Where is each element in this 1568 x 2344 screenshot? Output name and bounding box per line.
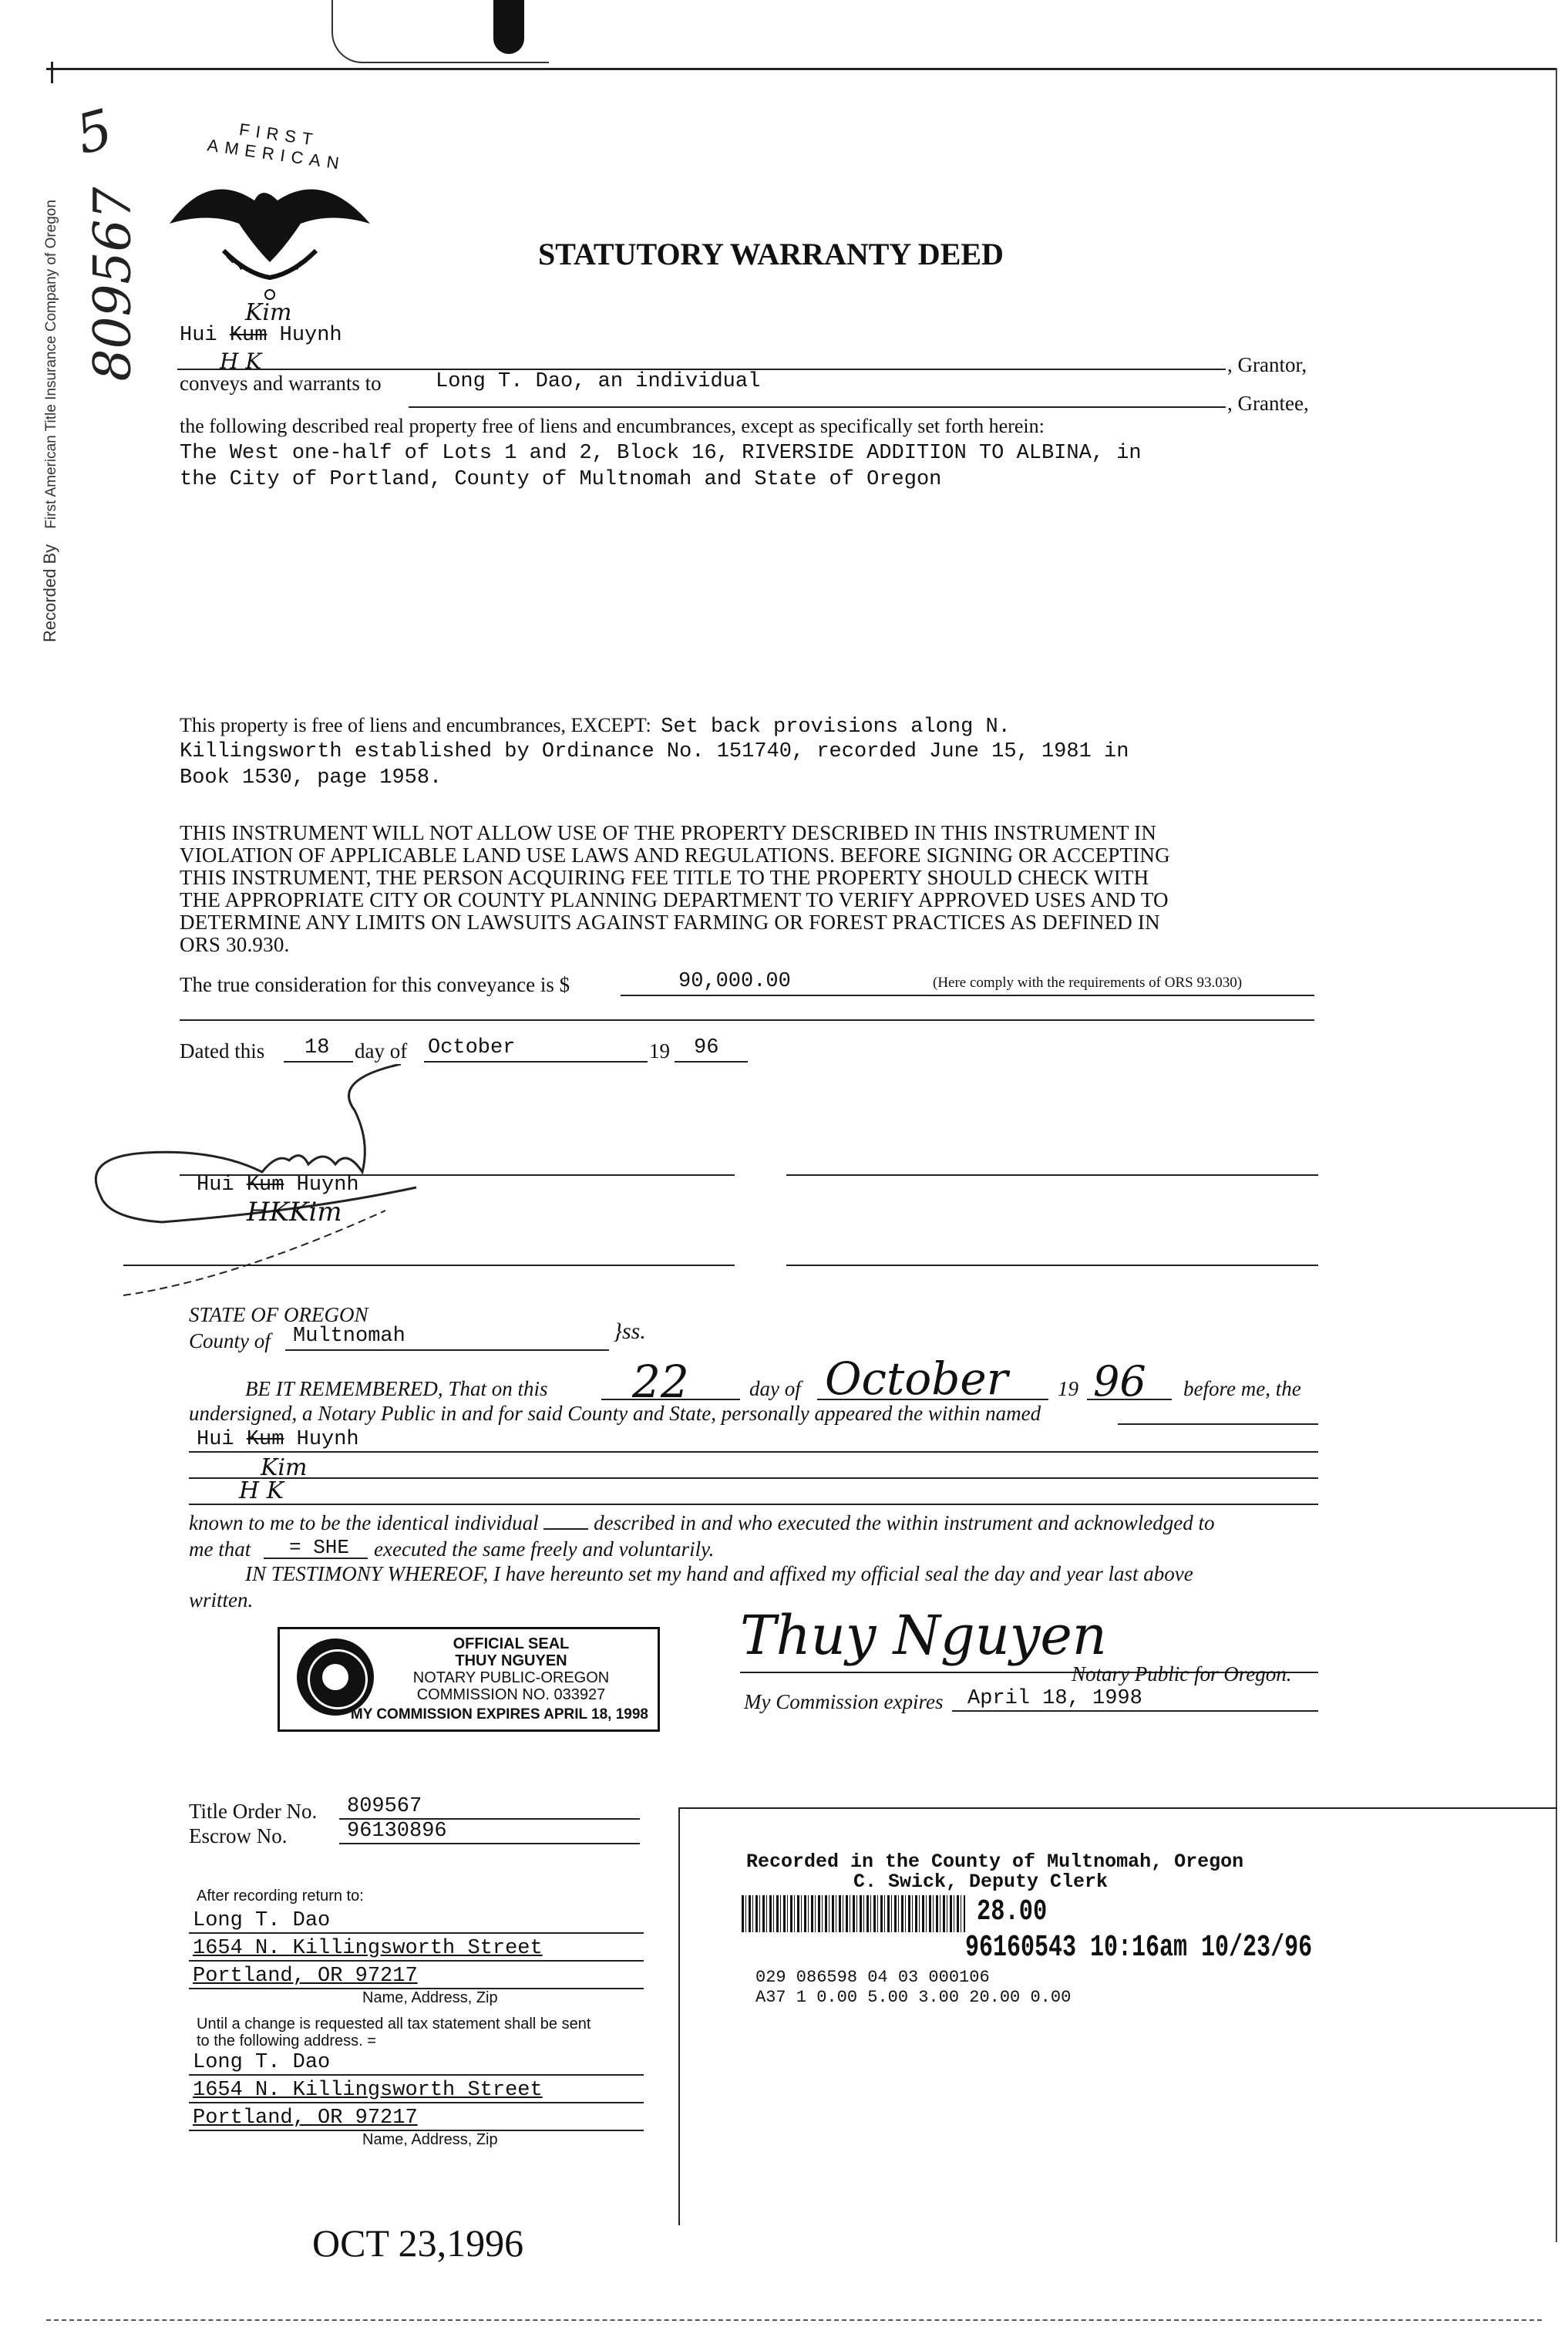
signer-last: Huynh (296, 1174, 359, 1197)
title-order-label: Title Order No. (189, 1800, 318, 1823)
margin-handwritten-number: 809567 (82, 187, 143, 382)
grantee-label: , Grantee, (1227, 392, 1309, 415)
notary-county-label: County of (189, 1329, 271, 1352)
dated-month: October (428, 1036, 516, 1059)
return-to-label: After recording return to: (197, 1888, 364, 1904)
notary-executed: executed the same freely and voluntarily. (374, 1537, 715, 1561)
notary-named-line-0 (1118, 1423, 1318, 1425)
recording-barcode (742, 1895, 965, 1932)
dated-year-line (675, 1061, 748, 1063)
margin-company: First American Title Insurance Company of Oregon (43, 200, 59, 529)
notary-known-rest: described in and who executed the within instrument and acknowledged to (594, 1511, 1215, 1534)
recording-stamp: 96160543 10:16am 10/23/96 (965, 1931, 1313, 1965)
title-order-no: 809567 (347, 1795, 422, 1818)
top-scan-curve (331, 0, 549, 63)
recording-fee: 28.00 (977, 1895, 1048, 1928)
return-to-caption: Name, Address, Zip (362, 1989, 498, 2006)
seal-line-3: NOTARY PUBLIC-OREGON (412, 1669, 610, 1686)
tax-caption: Name, Address, Zip (362, 2131, 498, 2148)
notary-known (189, 1511, 1215, 1535)
grantee-name: Long T. Dao, an individual (436, 370, 761, 393)
grantee-line (409, 406, 1226, 408)
notary-before-me: before me, the (1183, 1377, 1301, 1400)
recording-line-1: Recorded in the County of Multnomah, Oregon (746, 1851, 1244, 1873)
company-logo (146, 120, 385, 308)
return-to-line-1: Long T. Dao (193, 1909, 331, 1932)
tax-line-3: Portland, OR 97217 (193, 2107, 418, 2130)
grantor-label: , Grantor, (1227, 353, 1307, 376)
seal-line-2: THUY NGUYEN (455, 1652, 567, 1669)
warning-line-4: THE APPROPRIATE CITY OR COUNTY PLANNING DEPARTMENT TO VERIFY APPROVED USES AND TO (180, 888, 1169, 911)
grantor-handwritten-insert: Kim (245, 299, 292, 326)
legal-line-1: The West one-half of Lots 1 and 2, Block 16, RIVERSIDE ADDITION TO ALBINA, in (180, 442, 1142, 465)
notary-year-line (1087, 1399, 1172, 1400)
escrow-label: Escrow No. (189, 1824, 288, 1847)
exceptions-line-3: Book 1530, page 1958. (180, 766, 442, 790)
exceptions-line-1 (180, 714, 1011, 739)
notary-day: 22 (632, 1356, 689, 1408)
dated-prefix: Dated this (180, 1039, 265, 1063)
notary-signature: Thuy Nguyen (740, 1604, 1107, 1667)
dated-century: 19 (649, 1039, 670, 1063)
recording-code-2: A37 1 0.00 5.00 3.00 20.00 0.00 (755, 1988, 1072, 2007)
exceptions-text-1: Set back provisions along N. (661, 716, 1011, 739)
notary-county-line (285, 1349, 609, 1351)
seal-emblem-icon (297, 1638, 374, 1716)
notary-county: Multnomah (293, 1325, 405, 1348)
notary-day-line (601, 1399, 740, 1400)
page-left-mark (51, 62, 53, 83)
notary-named-first: Hui (197, 1428, 234, 1451)
notary-state: STATE OF OREGON (189, 1303, 368, 1326)
dated-day-of: day of (355, 1039, 408, 1063)
notary-pronoun-line (264, 1558, 368, 1559)
warning-line-3: THIS INSTRUMENT, THE PERSON ACQUIRING FEE TITLE TO THE PROPERTY SHOULD CHECK WITH (180, 866, 1149, 889)
notary-named-line-3 (189, 1504, 1318, 1505)
stamp-date: OCT 23,1996 (312, 2221, 524, 2265)
return-to-line-3: Portland, OR 97217 (193, 1965, 418, 1988)
signer-name (197, 1174, 359, 1197)
consideration-line-2 (180, 1019, 1314, 1021)
notary-commission-label: My Commission expires (744, 1690, 944, 1713)
conveys-label: conveys and warrants to (180, 372, 382, 395)
consideration-line (621, 995, 1314, 996)
grantor-initials: H K (220, 349, 262, 374)
notary-public-label: Notary Public for Oregon. (1072, 1662, 1292, 1686)
warning-line-6: ORS 30.930. (180, 933, 290, 956)
grantor-first: Hui (180, 324, 217, 347)
tax-line-1: Long T. Dao (193, 2051, 331, 2074)
notary-named-line-2 (189, 1477, 1318, 1479)
recording-code-1: 029 086598 04 03 000106 (755, 1968, 990, 1987)
notary-named-hw1: Kim (261, 1454, 308, 1481)
tax-label-1: Until a change is requested all tax statement shall be sent (197, 2016, 591, 2032)
legal-line-2: the City of Portland, County of Multnomah and State of Oregon (180, 468, 942, 491)
signer-first: Hui (197, 1174, 234, 1197)
dated-month-line (424, 1061, 648, 1063)
warning-line-1: THIS INSTRUMENT WILL NOT ALLOW USE OF THE PROPERTY DESCRIBED IN THIS INSTRUMENT IN (180, 821, 1157, 844)
notary-me-that: me that (189, 1537, 251, 1561)
seal-line-5: MY COMMISSION EXPIRES APRIL 18, 1998 (350, 1706, 648, 1723)
grantor-name (180, 324, 342, 347)
notary-year: 96 (1093, 1357, 1146, 1406)
return-to-rule-2 (189, 1960, 644, 1962)
escrow-line (339, 1843, 640, 1844)
notary-month-line (817, 1399, 1048, 1400)
return-to-line-2: 1654 N. Killingsworth Street (193, 1937, 543, 1960)
tax-rule-2 (189, 2102, 644, 2103)
official-seal (278, 1627, 660, 1732)
margin-recorded-by: Recorded By (40, 544, 59, 642)
notary-named (197, 1428, 359, 1451)
signer-handwritten: HKKim (247, 1197, 342, 1228)
dated-year: 96 (694, 1036, 719, 1059)
bottom-scan-edge (46, 2319, 1542, 2321)
warning-line-5: DETERMINE ANY LIMITS ON LAWSUITS AGAINST FARMING OR FOREST PRACTICES AS DEFINED IN (180, 911, 1160, 934)
tax-line-2: 1654 N. Killingsworth Street (193, 2079, 543, 2102)
consideration-note: (Here comply with the requirements of ORS 93.030) (933, 975, 1243, 991)
return-to-rule-1 (189, 1932, 644, 1934)
notary-named-hw2: H K (239, 1477, 284, 1504)
property-intro: the following described real property free of liens and encumbrances, except as specifically set forth herein: (180, 415, 1045, 437)
signature-line-4 (786, 1265, 1318, 1266)
signer-struck: Kum (246, 1174, 284, 1197)
notary-written: written. (189, 1588, 254, 1612)
notary-known-text: known to me to be the identical individual (189, 1511, 539, 1534)
notary-commission-date: April 18, 1998 (967, 1687, 1142, 1710)
notary-commission-line (952, 1710, 1318, 1712)
dated-day: 18 (305, 1036, 330, 1059)
warning-line-2: VIOLATION OF APPLICABLE LAND USE LAWS AND REGULATIONS. BEFORE SIGNING OR ACCEPTING (180, 844, 1170, 867)
dated-day-line (284, 1061, 353, 1063)
recording-line-2: C. Swick, Deputy Clerk (853, 1871, 1109, 1893)
signature-line-3 (123, 1265, 735, 1266)
recording-box (678, 1807, 1557, 2225)
notary-month: October (825, 1352, 1008, 1405)
signature-line-2 (786, 1174, 1318, 1176)
notary-named-struck: Kum (246, 1428, 284, 1451)
seal-line-1: OFFICIAL SEAL (453, 1635, 570, 1652)
notary-pronoun: = SHE (289, 1536, 350, 1559)
seal-line-4: COMMISSION NO. 033927 (416, 1686, 606, 1703)
notary-day-of: day of (749, 1377, 801, 1400)
margin-handwritten-mark: 5 (69, 96, 119, 167)
consideration-label: The true consideration for this conveyance is $ (180, 973, 570, 996)
grantor-last: Huynh (279, 324, 342, 347)
page-title: STATUTORY WARRANTY DEED (538, 237, 1004, 271)
notary-ss: }ss. (613, 1318, 646, 1344)
page-top-border (46, 68, 1557, 70)
logo-arc-text: FIRST AMERICAN (206, 120, 347, 174)
notary-line-2: undersigned, a Notary Public in and for said County and State, personally appeared the within named (189, 1402, 1041, 1425)
escrow-no: 96130896 (347, 1820, 447, 1843)
exceptions-line-2: Killingsworth established by Ordinance No. 151740, recorded June 15, 1981 in (180, 740, 1129, 763)
notary-testimony: IN TESTIMONY WHEREOF, I have hereunto set my hand and affixed my official seal the day and year last above (245, 1562, 1193, 1585)
consideration-amount: 90,000.00 (678, 970, 791, 993)
grantor-struck: Kum (229, 324, 268, 347)
notary-remembered: BE IT REMEMBERED, That on this (245, 1377, 548, 1400)
exceptions-label: This property is free of liens and encumbrances, EXCEPT: (180, 714, 651, 736)
notary-named-line-1 (189, 1451, 1318, 1453)
notary-named-last: Huynh (296, 1428, 359, 1451)
margin-recorded-text (40, 200, 60, 642)
notary-century: 19 (1058, 1377, 1078, 1400)
tax-rule-1 (189, 2074, 644, 2076)
tax-label-2: to the following address. = (197, 2032, 376, 2049)
